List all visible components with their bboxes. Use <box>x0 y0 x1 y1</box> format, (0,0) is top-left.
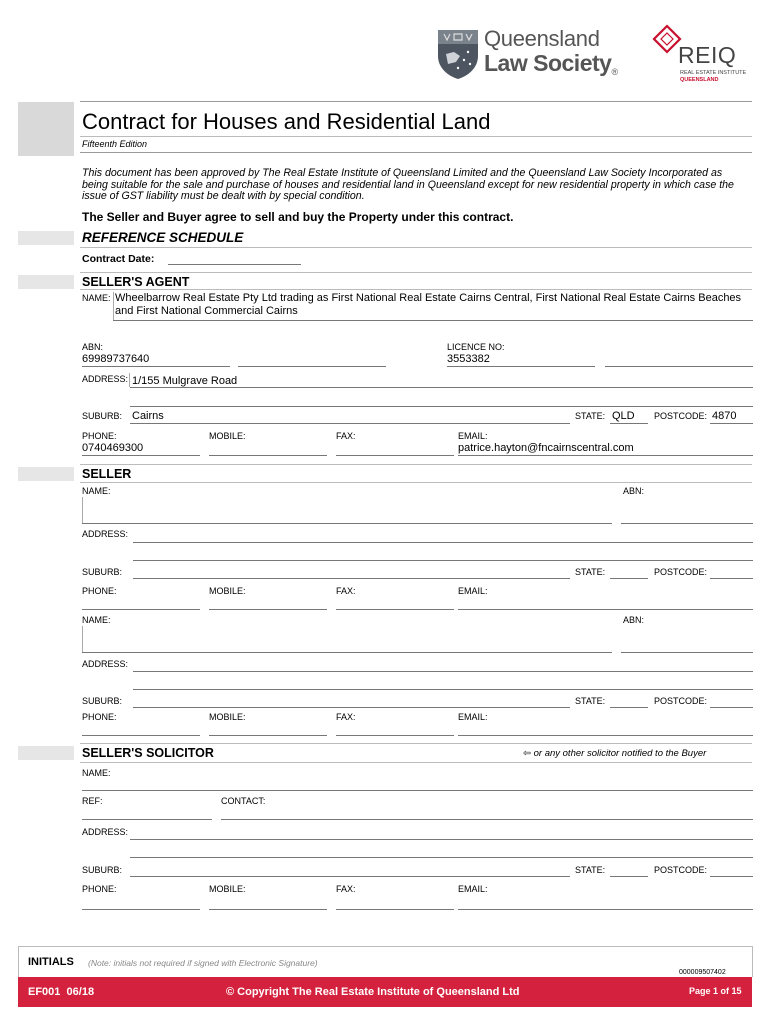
reiq-sub1: REAL ESTATE INSTITUTE <box>680 70 747 76</box>
agreement-text: The Seller and Buyer agree to sell and buy the Property under this contract. <box>82 210 514 224</box>
agent-name-tick <box>113 292 114 320</box>
seller1-suburb-label: SUBURB: <box>82 567 123 577</box>
seller-heading: SELLER <box>82 467 132 481</box>
seller2-name-label: NAME: <box>82 615 111 625</box>
seller2-mobile-label: MOBILE: <box>209 712 246 722</box>
reiq-name: REIQ <box>678 42 737 68</box>
seller1-postcode-label: POSTCODE: <box>654 567 708 577</box>
solicitor-address-label: ADDRESS: <box>82 827 129 837</box>
solicitor-phone-label: PHONE: <box>82 884 117 894</box>
agent-rule-bottom <box>80 289 752 290</box>
initials-note: (Note: initials not required if signed with Electronic Signature) <box>88 958 318 968</box>
agent-state-value[interactable]: QLD <box>612 410 635 422</box>
solicitor-postcode-label: POSTCODE: <box>654 865 708 875</box>
solicitor-phone-field[interactable] <box>82 909 200 910</box>
reiq-sub2: QUEENSLAND <box>680 77 719 83</box>
title-rule-mid <box>80 136 752 137</box>
agent-name-field <box>113 320 753 321</box>
qls-crest-icon <box>436 28 480 80</box>
solicitor-postcode-field[interactable] <box>710 876 753 877</box>
contract-date-field[interactable] <box>168 264 301 265</box>
agent-phone-field <box>82 455 200 456</box>
seller1-fax-label: FAX: <box>336 586 356 596</box>
reference-rule <box>80 247 752 248</box>
copyright: © Copyright The Real Estate Institute of Queensland Ltd <box>226 986 520 998</box>
solicitor-ref-label: REF: <box>82 796 103 806</box>
seller2-abn-label: ABN: <box>623 615 645 625</box>
agent-mobile-field[interactable] <box>209 455 327 456</box>
edition: Fifteenth Edition <box>82 139 148 149</box>
seller1-address-field-1[interactable] <box>133 542 753 543</box>
sellers-agent-heading: SELLER'S AGENT <box>82 275 190 289</box>
seller2-mobile-field[interactable] <box>209 735 327 736</box>
solicitor-address-field-2[interactable] <box>130 857 753 858</box>
solicitor-name-label: NAME: <box>82 768 111 778</box>
seller-rule-bottom <box>80 482 752 483</box>
seller1-name-field[interactable] <box>82 523 612 524</box>
seller1-state-field[interactable] <box>610 578 648 579</box>
form-date: 06/18 <box>66 986 95 998</box>
qls-line2-text: Law Society <box>484 50 612 76</box>
seller1-name-label: NAME: <box>82 486 111 496</box>
agent-email-label: EMAIL: <box>458 431 488 441</box>
reference-schedule-heading: REFERENCE SCHEDULE <box>82 230 244 245</box>
solicitor-email-label: EMAIL: <box>458 884 488 894</box>
seller-rule-top <box>80 464 752 465</box>
qls-logo <box>436 26 636 80</box>
agent-licence-label: LICENCE NO: <box>447 342 505 352</box>
agent-licence-value[interactable]: 3553382 <box>447 353 490 365</box>
solicitor-email-field[interactable] <box>458 909 753 910</box>
solicitor-fax-label: FAX: <box>336 884 356 894</box>
title-side-block <box>18 102 74 156</box>
qls-line1: Queensland <box>484 26 600 51</box>
document-number: 000009507402 <box>679 969 726 976</box>
solicitor-name-field[interactable] <box>82 790 753 791</box>
title-rule-bottom <box>80 152 752 153</box>
seller1-phone-field[interactable] <box>82 609 200 610</box>
agent-phone-label: PHONE: <box>82 431 117 441</box>
seller1-mobile-field[interactable] <box>209 609 327 610</box>
form-code-text: EF001 <box>28 986 61 998</box>
seller1-name-tick <box>82 497 83 523</box>
seller1-email-label: EMAIL: <box>458 586 488 596</box>
agent-licence-field-1 <box>447 366 595 367</box>
agent-abn-field-1 <box>82 366 230 367</box>
solicitor-note <box>523 748 706 759</box>
seller2-phone-label: PHONE: <box>82 712 117 722</box>
solicitor-mobile-label: MOBILE: <box>209 884 246 894</box>
seller1-suburb-field[interactable] <box>133 578 570 579</box>
solicitor-state-field[interactable] <box>610 876 648 877</box>
sellers-solicitor-heading: SELLER'S SOLICITOR <box>82 746 214 760</box>
seller1-phone-label: PHONE: <box>82 586 117 596</box>
initials-label: INITIALS <box>28 956 74 968</box>
solicitor-mobile-field[interactable] <box>209 909 327 910</box>
agent-address-label: ADDRESS: <box>82 374 129 384</box>
seller2-state-label: STATE: <box>575 696 606 706</box>
agent-state-field <box>610 423 648 424</box>
qls-line2 <box>484 50 618 77</box>
arrow-left-icon: ⇦ <box>523 748 531 759</box>
seller-bar <box>18 467 74 481</box>
agent-address-tick <box>129 373 130 387</box>
seller2-suburb-field[interactable] <box>133 707 570 708</box>
agent-abn-field-2 <box>238 366 386 367</box>
seller1-abn-field[interactable] <box>621 523 753 524</box>
solicitor-address-field-1[interactable] <box>130 839 753 840</box>
seller2-name-field[interactable] <box>82 652 612 653</box>
reference-bar <box>18 231 74 245</box>
seller2-state-field[interactable] <box>610 707 648 708</box>
seller1-address-field-2[interactable] <box>133 560 753 561</box>
intro-paragraph: This document has been approved by The Real Estate Institute of Queensland Limited and the Queensland Law Society Incorporated as being suitable for the sale and purchase of houses and residential land in Queensland except for new residential property in which case the issue of GST liability must be dealt with by special condition. <box>82 167 734 202</box>
agent-state-label: STATE: <box>575 411 606 421</box>
agent-name-value[interactable]: Wheelbarrow Real Estate Pty Ltd trading as First National Real Estate Cairns Central, First National Real Estate Cairns Beaches and First National Commercial Cairns <box>115 292 742 317</box>
solicitor-rule-top <box>80 743 752 744</box>
agent-fax-label: FAX: <box>336 431 356 441</box>
solicitor-bar <box>18 746 74 760</box>
agent-licence-field-2 <box>605 366 753 367</box>
seller2-name-tick <box>82 626 83 652</box>
seller1-postcode-field[interactable] <box>710 578 753 579</box>
solicitor-state-label: STATE: <box>575 865 606 875</box>
seller1-fax-field[interactable] <box>336 609 454 610</box>
agent-address-value[interactable]: 1/155 Mulgrave Road <box>132 375 238 387</box>
seller2-postcode-field[interactable] <box>710 707 753 708</box>
seller2-email-field[interactable] <box>458 735 753 736</box>
seller2-postcode-label: POSTCODE: <box>654 696 708 706</box>
agent-suburb-value[interactable]: Cairns <box>132 410 164 422</box>
title-rule-top <box>80 101 752 102</box>
agent-email-field <box>458 455 753 456</box>
seller1-abn-label: ABN: <box>623 486 645 496</box>
page-number: Page 1 of 15 <box>689 986 742 996</box>
agent-abn-label: ABN: <box>82 342 104 352</box>
seller2-email-label: EMAIL: <box>458 712 488 722</box>
seller1-address-label: ADDRESS: <box>82 529 129 539</box>
agent-postcode-label: POSTCODE: <box>654 411 708 421</box>
seller2-phone-field[interactable] <box>82 735 200 736</box>
footer-bar <box>18 977 752 1007</box>
solicitor-suburb-label: SUBURB: <box>82 865 123 875</box>
solicitor-rule-bottom <box>80 762 752 763</box>
seller1-state-label: STATE: <box>575 567 606 577</box>
solicitor-note-text: or any other solicitor notified to the Buyer <box>533 748 707 759</box>
seller2-address-field-1[interactable] <box>133 671 753 672</box>
agent-address-field-1 <box>130 387 753 388</box>
reiq-logo <box>652 22 752 86</box>
solicitor-suburb-field[interactable] <box>130 876 570 877</box>
seller2-address-field-2[interactable] <box>133 689 753 690</box>
seller2-fax-label: FAX: <box>336 712 356 722</box>
agent-suburb-field <box>130 423 570 424</box>
qls-registered-mark: ® <box>611 67 618 77</box>
seller2-abn-field[interactable] <box>621 652 753 653</box>
agent-phone-value[interactable]: 0740469300 <box>82 442 144 454</box>
agent-mobile-label: MOBILE: <box>209 431 246 441</box>
agent-fax-field[interactable] <box>336 455 454 456</box>
seller2-address-label: ADDRESS: <box>82 659 129 669</box>
agent-bar <box>18 275 74 289</box>
agent-abn-value[interactable]: 69989737640 <box>82 353 150 365</box>
contract-date-label: Contract Date: <box>82 253 155 265</box>
seller1-mobile-label: MOBILE: <box>209 586 246 596</box>
solicitor-fax-field[interactable] <box>336 909 454 910</box>
agent-rule-top <box>80 272 752 273</box>
agent-email-value[interactable]: patrice.hayton@fncairnscentral.com <box>458 442 634 454</box>
agent-postcode-value[interactable]: 4870 <box>712 410 737 422</box>
solicitor-contact-label: CONTACT: <box>221 796 266 806</box>
page-title: Contract for Houses and Residential Land <box>82 109 491 134</box>
seller2-suburb-label: SUBURB: <box>82 696 123 706</box>
agent-suburb-label: SUBURB: <box>82 411 123 421</box>
agent-address-field-2 <box>130 406 753 407</box>
seller2-fax-field[interactable] <box>336 735 454 736</box>
seller1-email-field[interactable] <box>458 609 753 610</box>
solicitor-ref-field[interactable] <box>82 819 212 820</box>
agent-postcode-field <box>710 423 753 424</box>
agent-name-label: NAME: <box>82 293 111 303</box>
form-code <box>28 986 94 998</box>
solicitor-contact-field[interactable] <box>221 819 753 820</box>
